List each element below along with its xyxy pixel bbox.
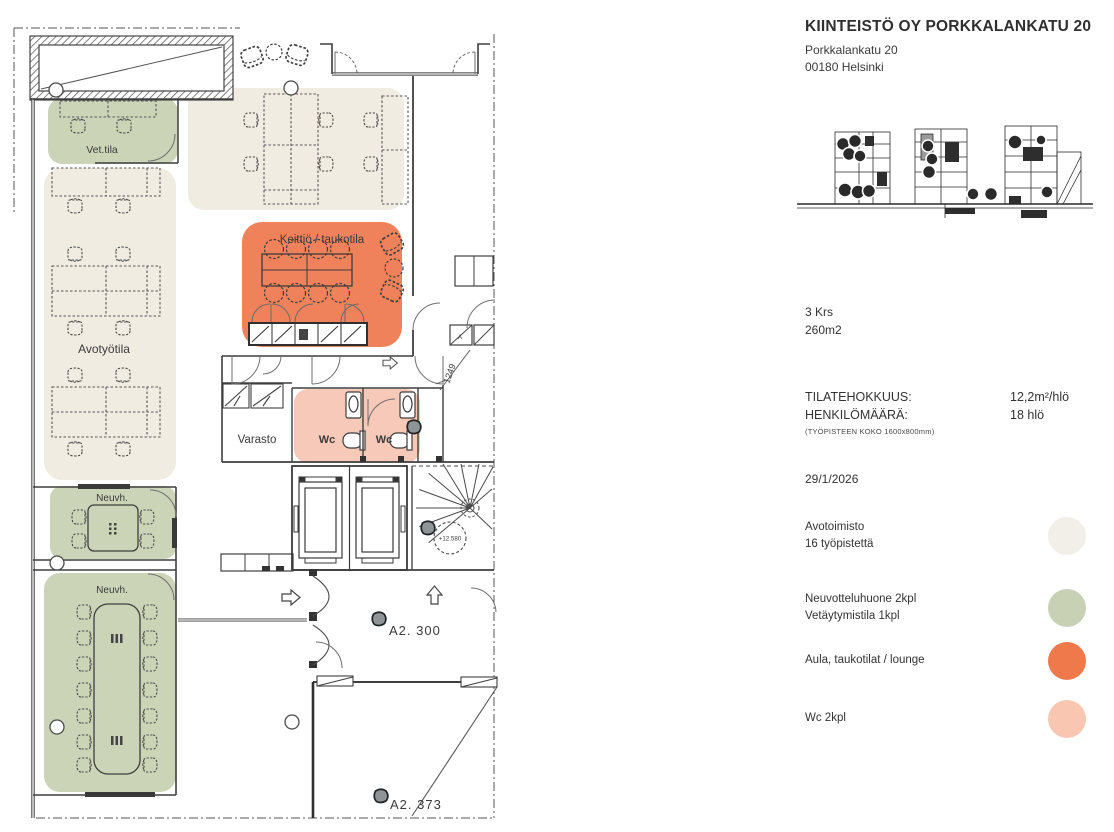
legend-item-open-office — [805, 508, 1087, 564]
zone-open-office-top — [188, 88, 404, 210]
legend-dot-lounge — [1047, 641, 1087, 681]
marker-blob — [407, 420, 421, 433]
column — [50, 556, 64, 570]
legend-dot-meeting — [1047, 588, 1087, 628]
page-title: KIINTEISTÖ OY PORKKALANKATU 20 — [805, 18, 1092, 35]
headcount-value: 18 hlö — [1010, 408, 1045, 423]
room-label-wc2: Wc — [375, 434, 393, 446]
column — [285, 715, 299, 729]
marker-blob — [372, 612, 386, 625]
address-line-2: 00180 Helsinki — [805, 60, 884, 75]
column — [50, 720, 64, 734]
room-label-avotyotila: Avotyötila — [78, 342, 130, 356]
marker-blob — [374, 789, 388, 802]
elevators — [292, 466, 407, 570]
metrics-block — [805, 388, 1105, 436]
locker-row — [221, 554, 293, 571]
legend-item-meeting — [805, 580, 1087, 636]
room-label-neuvh1: Neuvh. — [96, 493, 128, 504]
floor-plan — [0, 0, 510, 832]
room-label-varasto: Varasto — [237, 434, 277, 446]
zone-meeting-2 — [44, 573, 176, 792]
legend-label: Vetäytymistila 1kpl — [805, 610, 900, 622]
efficiency-label: TILATEHOKKUUS: — [805, 390, 912, 404]
workstation-size-note: (TYÖPISTEEN KOKO 1600x800mm) — [805, 427, 935, 437]
room-label-vet-tila: Vet.tila — [86, 144, 118, 156]
lounge-armchairs-top — [240, 43, 310, 69]
area-label-373: A2. 373 — [390, 797, 442, 812]
floor-plan-drawing — [0, 0, 510, 832]
svg-text:1249: 1249 — [441, 362, 458, 385]
headcount-label: HENKILÖMÄÄRÄ: — [805, 408, 908, 423]
legend-label: Aula, taukotilat / lounge — [805, 654, 925, 667]
legend-dot-wc — [1047, 699, 1087, 739]
address-line-1: Porkkalankatu 20 — [805, 43, 898, 57]
legend-dot-open-office — [1047, 516, 1087, 556]
building-section-drawing — [795, 112, 1095, 222]
area-label-300: A2. 300 — [389, 623, 441, 638]
legend-label: 16 työpistettä — [805, 538, 874, 550]
legend-label: Wc 2kpl — [805, 712, 846, 725]
legend-label: Avotoimisto — [805, 520, 865, 533]
legend-item-lounge — [805, 637, 1087, 685]
room-label-keittio: Keittiö / taukotila — [279, 234, 365, 246]
up-arrow-icon — [427, 586, 442, 604]
legend-label: Neuvotteluhuone 2kpl — [805, 592, 917, 605]
floor-number: 3 Krs — [805, 305, 834, 319]
legend-item-wc — [805, 695, 1087, 743]
floor-summary — [805, 303, 842, 339]
zone-open-office-left — [44, 168, 176, 480]
address-block — [805, 42, 898, 77]
room-label-neuvh2: Neuvh. — [96, 585, 128, 596]
marker-blob — [421, 521, 435, 534]
entry-arrow-icon — [282, 590, 300, 605]
shaft-label: A — [458, 335, 463, 341]
plan-date: 29/1/2026 — [805, 472, 859, 486]
floor-area: 260m2 — [805, 323, 842, 337]
column — [49, 83, 63, 97]
storage-racks — [223, 384, 283, 408]
info-panel — [790, 0, 1114, 832]
level-annotation: +12.580 — [438, 535, 462, 543]
column — [284, 81, 298, 95]
room-label-wc1: Wc — [318, 434, 336, 446]
efficiency-value: 12,2m²/hlö — [1010, 390, 1070, 404]
exit-arrow-icon — [383, 357, 397, 369]
spiral-stair — [412, 464, 494, 570]
